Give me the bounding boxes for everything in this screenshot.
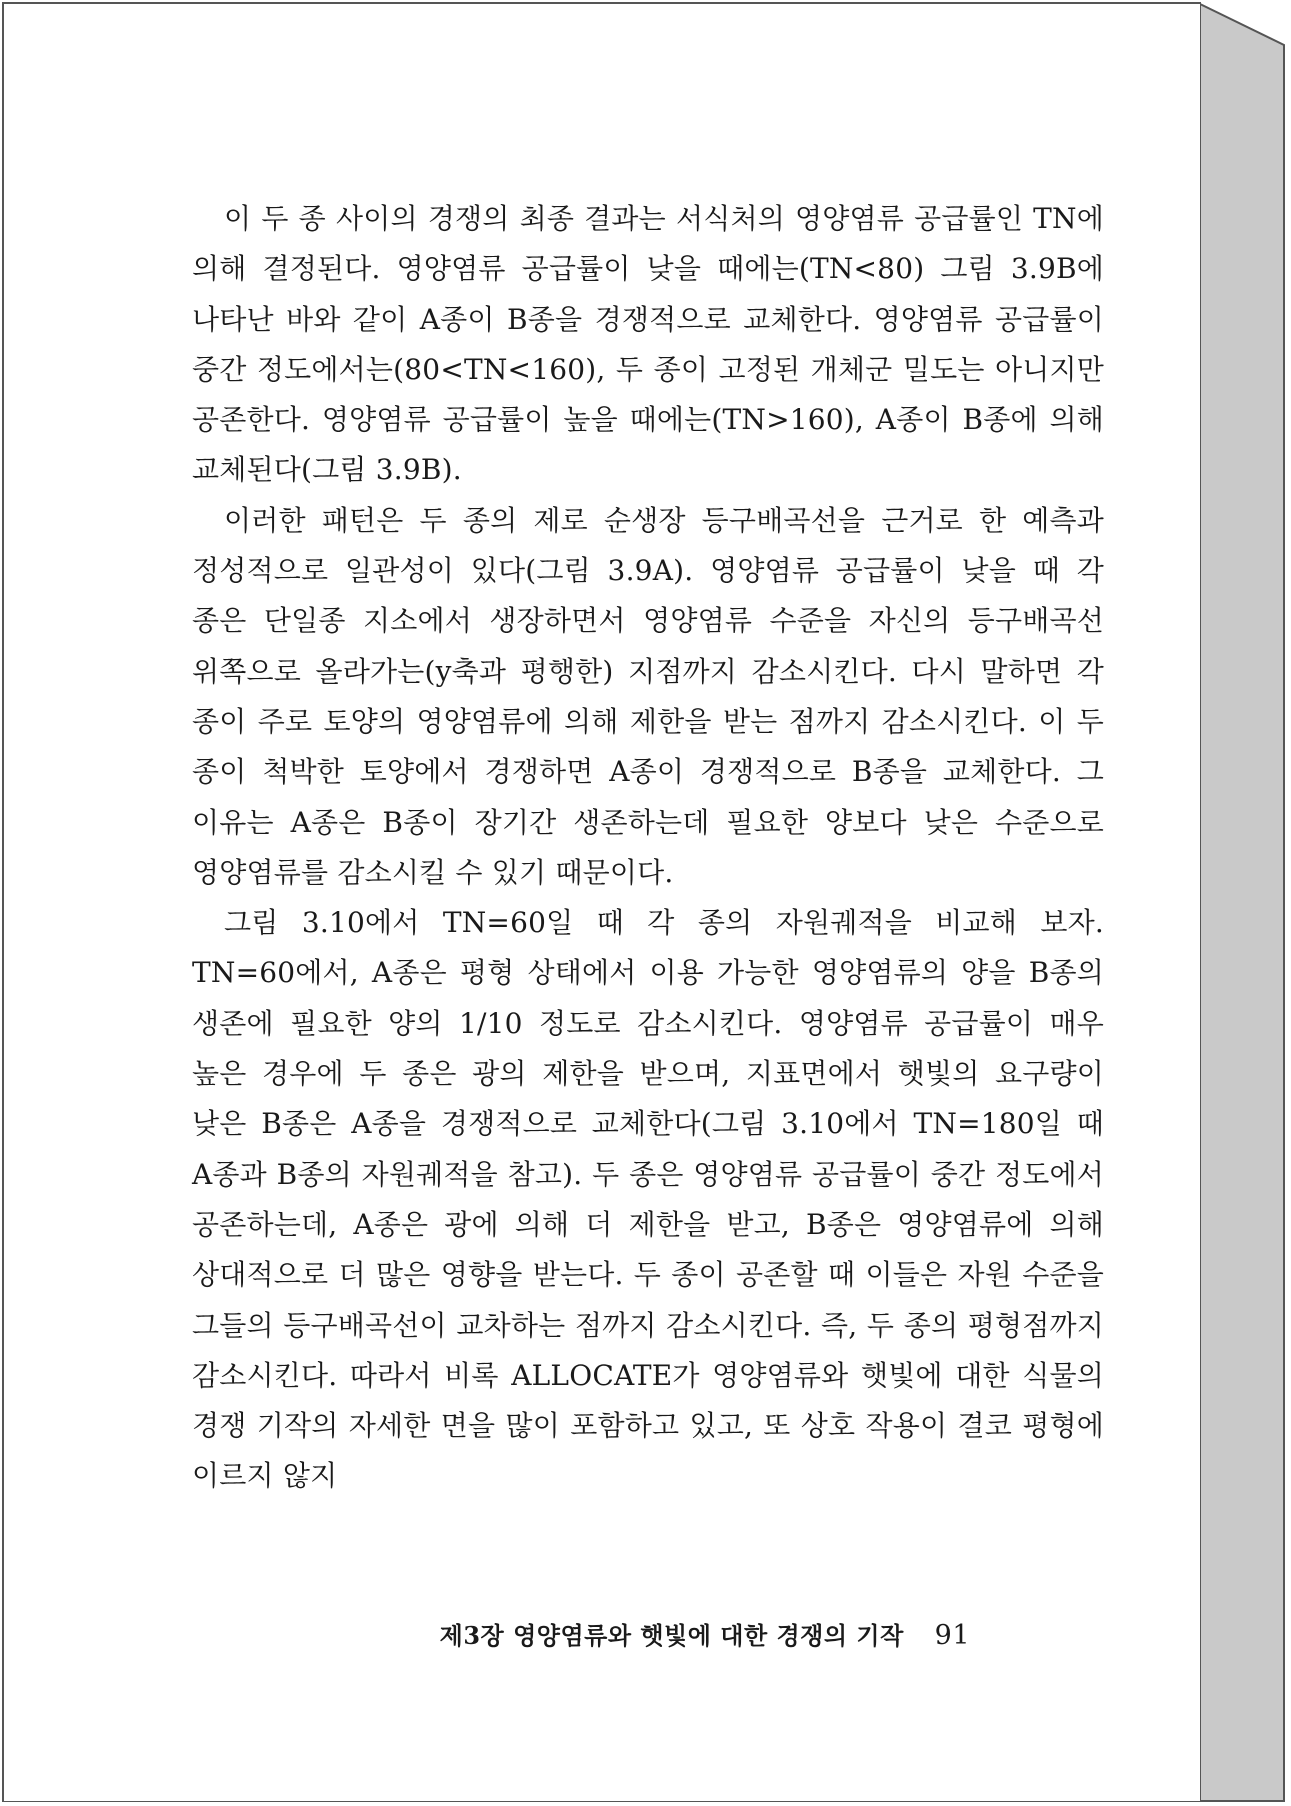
paragraph-3: 그림 3.10에서 TN=60일 때 각 종의 자원궤적을 비교해 보자. TN=60에서, A종은 평형 상태에서 이용 가능한 영양염류의 양을 B종의 생존에 필요한 양의 1/10 정도로 감소시킨다. 영양염류 공급률이 매우 높은 경우에 두 종은 광의 제한을 받으며, 지표면에서 햇빛의 요구량이 낮은 B종은 A종을 경쟁적으로 교체한다(그림 3.10에서 TN=180일 때 A종과 B종의 자원궤적을 참고). 두 종은 영양염류 공급률이 중간 정도에서 공존하는데, A종은 광에 의해 더 제한을 받고, B종은 영양염류에 의해 상대적으로 더 많은 영향을 받는다. 두 종이 공존할 때 이들은 자원 수준을 그들의 등구배곡선이 교차하는 점까지 감소시킨다. 즉, 두 종의 평형점까지 감소시킨다. 따라서 비록 ALLOCATE가 영양염류와 햇빛에 대한 식물의 경쟁 기작의 자세한 면을 많이 포함하고 있고, 또 상호 작용이 결코 평형에 이르지 않지 [192, 906, 1104, 1493]
page-number: 91 [934, 1620, 970, 1651]
paragraph-2: 이러한 패턴은 두 종의 제로 순생장 등구배곡선을 근거로 한 예측과 정성적으로 일관성이 있다(그림 3.9A). 영양염류 공급률이 낮을 때 각 종은 단일종 지소에서 생장하면서 영양염류 수준을 자신의 등구배곡선 위쪽으로 올라가는(y축과 평행한) 지점까지 감소시킨다. 다시 말하면 각 종이 주로 토양의 영양염류에 의해 제한을 받는 점까지 감소시킨다. 이 두 종이 척박한 토양에서 경쟁하면 A종이 경쟁적으로 B종을 교체한다. 그 이유는 A종은 B종이 장기간 생존하는데 필요한 양보다 낮은 수준으로 영양염류를 감소시킬 수 있기 때문이다. [192, 503, 1104, 889]
paragraph-1: 이 두 종 사이의 경쟁의 최종 결과는 서식처의 영양염류 공급률인 TN에 의해 결정된다. 영양염류 공급률이 낮을 때에는(TN<80) 그림 3.9B에 나타난 바와 같이 A종이 B종을 경쟁적으로 교체한다. 영양염류 공급률이 중간 정도에서는(80<TN<160), 두 종이 고정된 개체군 밀도는 아니지만 공존한다. 영양염류 공급률이 높을 때에는(TN>160), A종이 B종에 의해 교체된다(그림 3.9B). [192, 202, 1104, 487]
body-text [192, 194, 1104, 1502]
book-page [4, 4, 1200, 1801]
chapter-title: 제3장 영양염류와 햇빛에 대한 경쟁의 기작 [439, 1621, 904, 1650]
page-footer [440, 1616, 970, 1651]
